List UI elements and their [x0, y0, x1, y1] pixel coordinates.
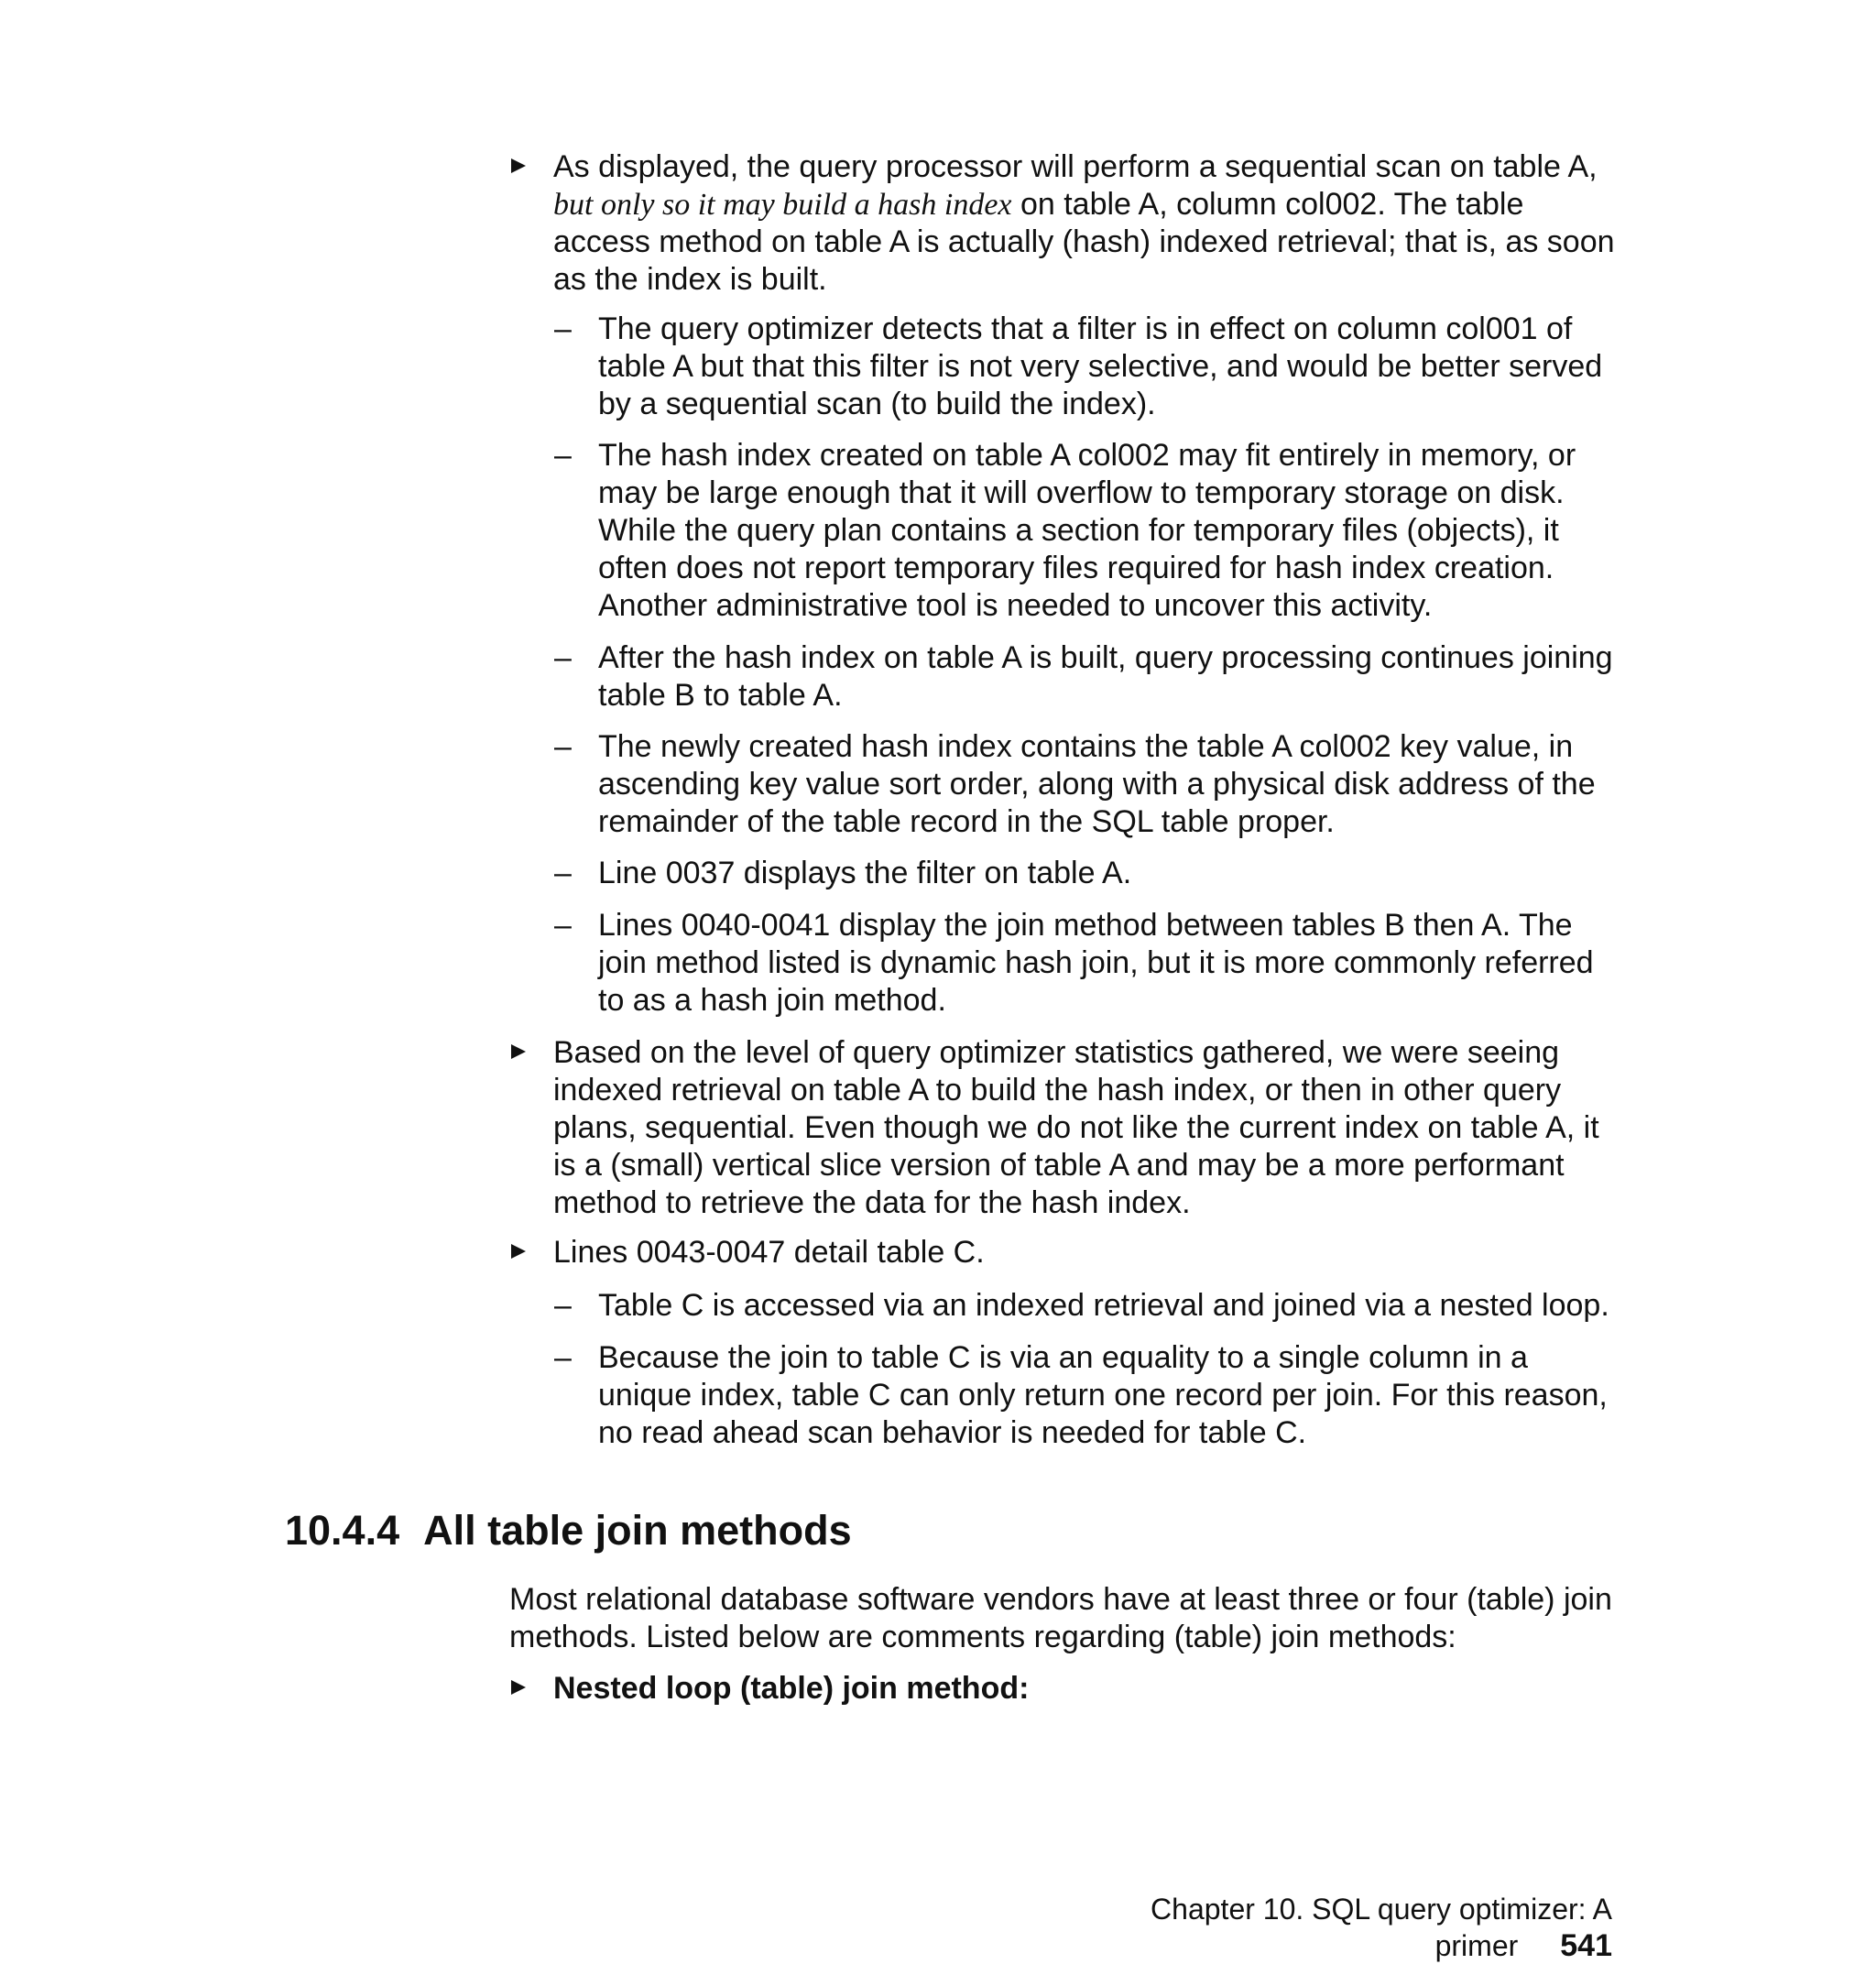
dash-text: After the hash index on table A is built, query processing continues joining table B to table A.: [598, 640, 1613, 713]
dash-item: [554, 437, 1616, 625]
bullet-item: [553, 148, 1616, 299]
page-footer: [980, 1891, 1612, 1964]
bullet-text: Based on the level of query optimizer statistics gathered, we were seeing indexed retrieval on table A to build the hash index, or then in other query plans, sequential. Even though we do not like the current index on table A, it is a (small) vertical slice version of table A and may be a more performant method to retrieve the data for the hash index.: [553, 1035, 1599, 1220]
dash-marker: –: [554, 729, 572, 764]
dash-marker: –: [554, 1288, 572, 1323]
dash-marker: –: [554, 438, 572, 473]
dash-marker: –: [554, 908, 572, 943]
bullet-bold-text: Nested loop (table) join method:: [553, 1671, 1030, 1706]
dash-text: Because the join to table C is via an equality to a single column in a unique index, table C can only return one record per join. For this reason, no read ahead scan behavior is needed for table C.: [598, 1340, 1608, 1450]
dash-marker: –: [554, 311, 572, 346]
dash-text: Lines 0040-0041 display the join method between tables B then A. The join method listed is dynamic hash join, but it is more commonly referred to as a hash join method.: [598, 908, 1594, 1018]
bullet-text: Lines 0043-0047 detail table C.: [553, 1235, 985, 1270]
dash-item: [554, 1287, 1616, 1325]
dash-item: [554, 639, 1616, 715]
dash-marker: –: [554, 1340, 572, 1375]
bullet-triangle-icon: [511, 1044, 526, 1059]
dash-item: [554, 728, 1616, 841]
bullet-item: [553, 1234, 1616, 1271]
footer-chapter: Chapter 10. SQL query optimizer: A primer: [1151, 1893, 1612, 1962]
dash-item: [554, 1339, 1616, 1452]
dash-text: Line 0037 displays the filter on table A.: [598, 856, 1132, 890]
bullet-triangle-icon: [511, 1244, 526, 1259]
section-title: All table join methods: [423, 1507, 852, 1554]
bullet-text: As displayed, the query processor will perform a sequential scan on table A,: [553, 149, 1598, 184]
section-heading: [285, 1506, 852, 1555]
section-intro: Most relational database software vendors have at least three or four (table) join methods. Listed below are comments regarding (table) join methods:: [509, 1582, 1612, 1654]
dash-text: The newly created hash index contains the table A col002 key value, in ascending key value sort order, along with a physical disk address of the remainder of the table record in the SQL table proper.: [598, 729, 1596, 839]
dash-item: [554, 311, 1616, 423]
dash-text: Table C is accessed via an indexed retrieval and joined via a nested loop.: [598, 1288, 1609, 1323]
dash-marker: –: [554, 856, 572, 890]
dash-item: [554, 907, 1616, 1020]
dash-item: [554, 855, 1616, 892]
bullet-item: [553, 1034, 1616, 1222]
page-number: 541: [1560, 1928, 1612, 1963]
italic-emphasis: but only so it may build a hash index: [553, 188, 1012, 222]
dash-marker: –: [554, 640, 572, 675]
bullet-item: [553, 1670, 1616, 1708]
bullet-text-continued: on table A, column col002. The table access method on table A is actually (hash) indexed retrieval; that is, as soon as the index is built.: [553, 187, 1615, 297]
bullet-triangle-icon: [511, 1680, 526, 1695]
section-number: 10.4.4: [285, 1507, 400, 1554]
dash-text: The hash index created on table A col002 may fit entirely in memory, or may be large enough that it will overflow to temporary storage on disk. While the query plan contains a section for temporary files (objects), it often does not report temporary files required for hash index creation. Another administrative tool is needed to uncover this activity.: [598, 438, 1576, 623]
bullet-triangle-icon: [511, 158, 526, 173]
dash-text: The query optimizer detects that a filter is in effect on column col001 of table A but that this filter is not very selective, and would be better served by a sequential scan (to build the index).: [598, 311, 1603, 421]
